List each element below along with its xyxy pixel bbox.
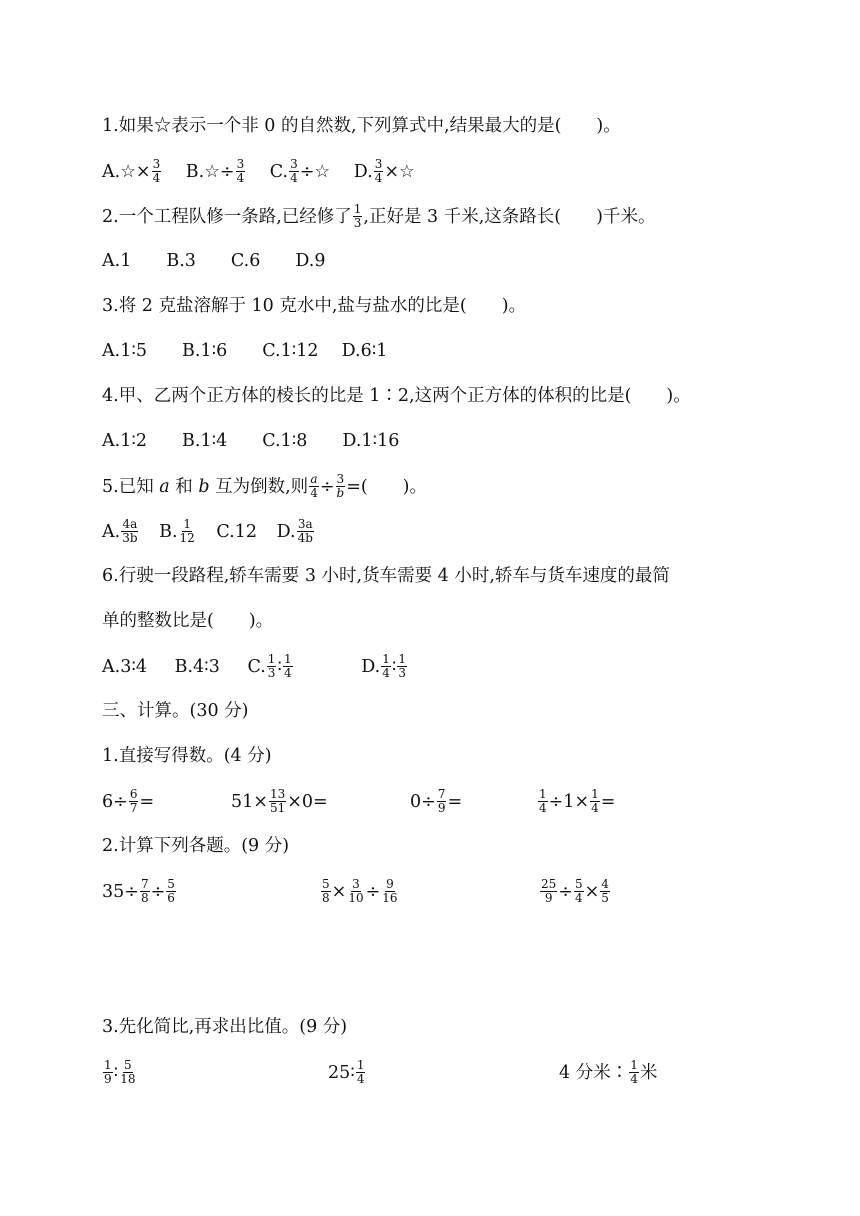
q4-options: A.1∶2 B.1∶4 C.1∶8 D.1∶16 xyxy=(102,431,400,451)
section3-part1-title: 1.直接写得数。(4 分) xyxy=(102,746,272,766)
p3-expr-3: 4 分米∶ $\frac{1}{4}$ 米 xyxy=(559,1058,658,1086)
section3-part3-title: 3.先化简比,再求出比值。(9 分) xyxy=(102,1017,348,1037)
section3-part2-title: 2.计算下列各题。(9 分) xyxy=(102,836,290,856)
p1-expr-1: 6÷ $\frac{6}{7}$ = xyxy=(102,787,155,815)
section3-title: 三、计算。(30 分) xyxy=(102,701,249,721)
q2-stem: 2.一个工程队修一条路,已经修了 $\frac{1}{3}$ ,正好是 3 千米,这条路长( )千米。 xyxy=(102,202,656,230)
q1-option-c: C. $\frac{3}{4}$ ÷☆ xyxy=(269,157,331,185)
p2-expr-1: 35÷ $\frac{7}{8}$ ÷ $\frac{5}{6}$ xyxy=(102,877,175,905)
q5-stem: 5.已知 a 和 b 互为倒数,则 $\frac{a}{4}$ ÷ $\frac{3}{b}$ =( )。 xyxy=(102,472,428,500)
q6-option-b: B.4∶3 xyxy=(174,657,220,677)
q6-stem-line2: 单的整数比是( )。 xyxy=(102,611,274,631)
q3-stem: 3.将 2 克盐溶解于 10 克水中,盐与盐水的比是( )。 xyxy=(102,296,527,316)
p3-expr-2: 25∶ $\frac{1}{4}$ xyxy=(328,1058,365,1086)
p2-expr-3: $\frac{25}{9}$ ÷ $\frac{5}{4}$ × $\frac{4}{5}$ xyxy=(541,877,609,905)
p2-expr-2: $\frac{5}{8}$ × $\frac{3}{10}$ ÷ $\frac{9}{16}$ xyxy=(322,877,398,905)
q6-option-a: A.3∶4 xyxy=(102,657,148,677)
q3-options: A.1∶5 B.1∶6 C.1∶12 D.6∶1 xyxy=(102,341,388,361)
q6-option-c: C. $\frac{1}{3}$ ∶ $\frac{1}{4}$ xyxy=(247,652,292,680)
p1-expr-3: 0÷ $\frac{7}{9}$ = xyxy=(410,787,463,815)
q6-option-d: D. $\frac{1}{4}$ ∶ $\frac{1}{3}$ xyxy=(361,652,407,680)
q5-option-a: A. $\frac{4a}{3b}$ xyxy=(102,517,138,545)
p3-expr-1: $\frac{1}{9}$ ∶ $\frac{5}{18}$ xyxy=(104,1058,136,1086)
q5-option-d: D. $\frac{3a}{4b}$ xyxy=(276,517,313,545)
q6-options xyxy=(102,654,408,681)
q1-stem: 1.如果☆表示一个非 0 的自然数,下列算式中,结果最大的是( )。 xyxy=(102,116,621,136)
q5-options xyxy=(102,519,315,546)
q5-option-b: B. $\frac{1}{12}$ xyxy=(159,517,195,545)
q4-stem: 4.甲、乙两个正方体的棱长的比是 1∶2,这两个正方体的体积的比是( )。 xyxy=(102,386,691,406)
q1-option-d: D. $\frac{3}{4}$ ×☆ xyxy=(353,157,415,185)
p1-expr-4: $\frac{1}{4}$ ÷1× $\frac{1}{4}$ = xyxy=(539,787,616,815)
q6-stem-line1: 6.行驶一段路程,轿车需要 3 小时,货车需要 4 小时,轿车与货车速度的最简 xyxy=(102,566,670,586)
q5-option-c: C.12 xyxy=(216,522,258,542)
q2-options: A.1 B.3 C.6 D.9 xyxy=(102,251,326,271)
q1-option-b: B.☆÷ $\frac{3}{4}$ xyxy=(185,157,245,185)
q1-options xyxy=(102,159,415,186)
p1-expr-2: 51× $\frac{13}{51}$ ×0= xyxy=(231,787,328,815)
q1-option-a: A.☆× $\frac{3}{4}$ xyxy=(102,157,161,185)
